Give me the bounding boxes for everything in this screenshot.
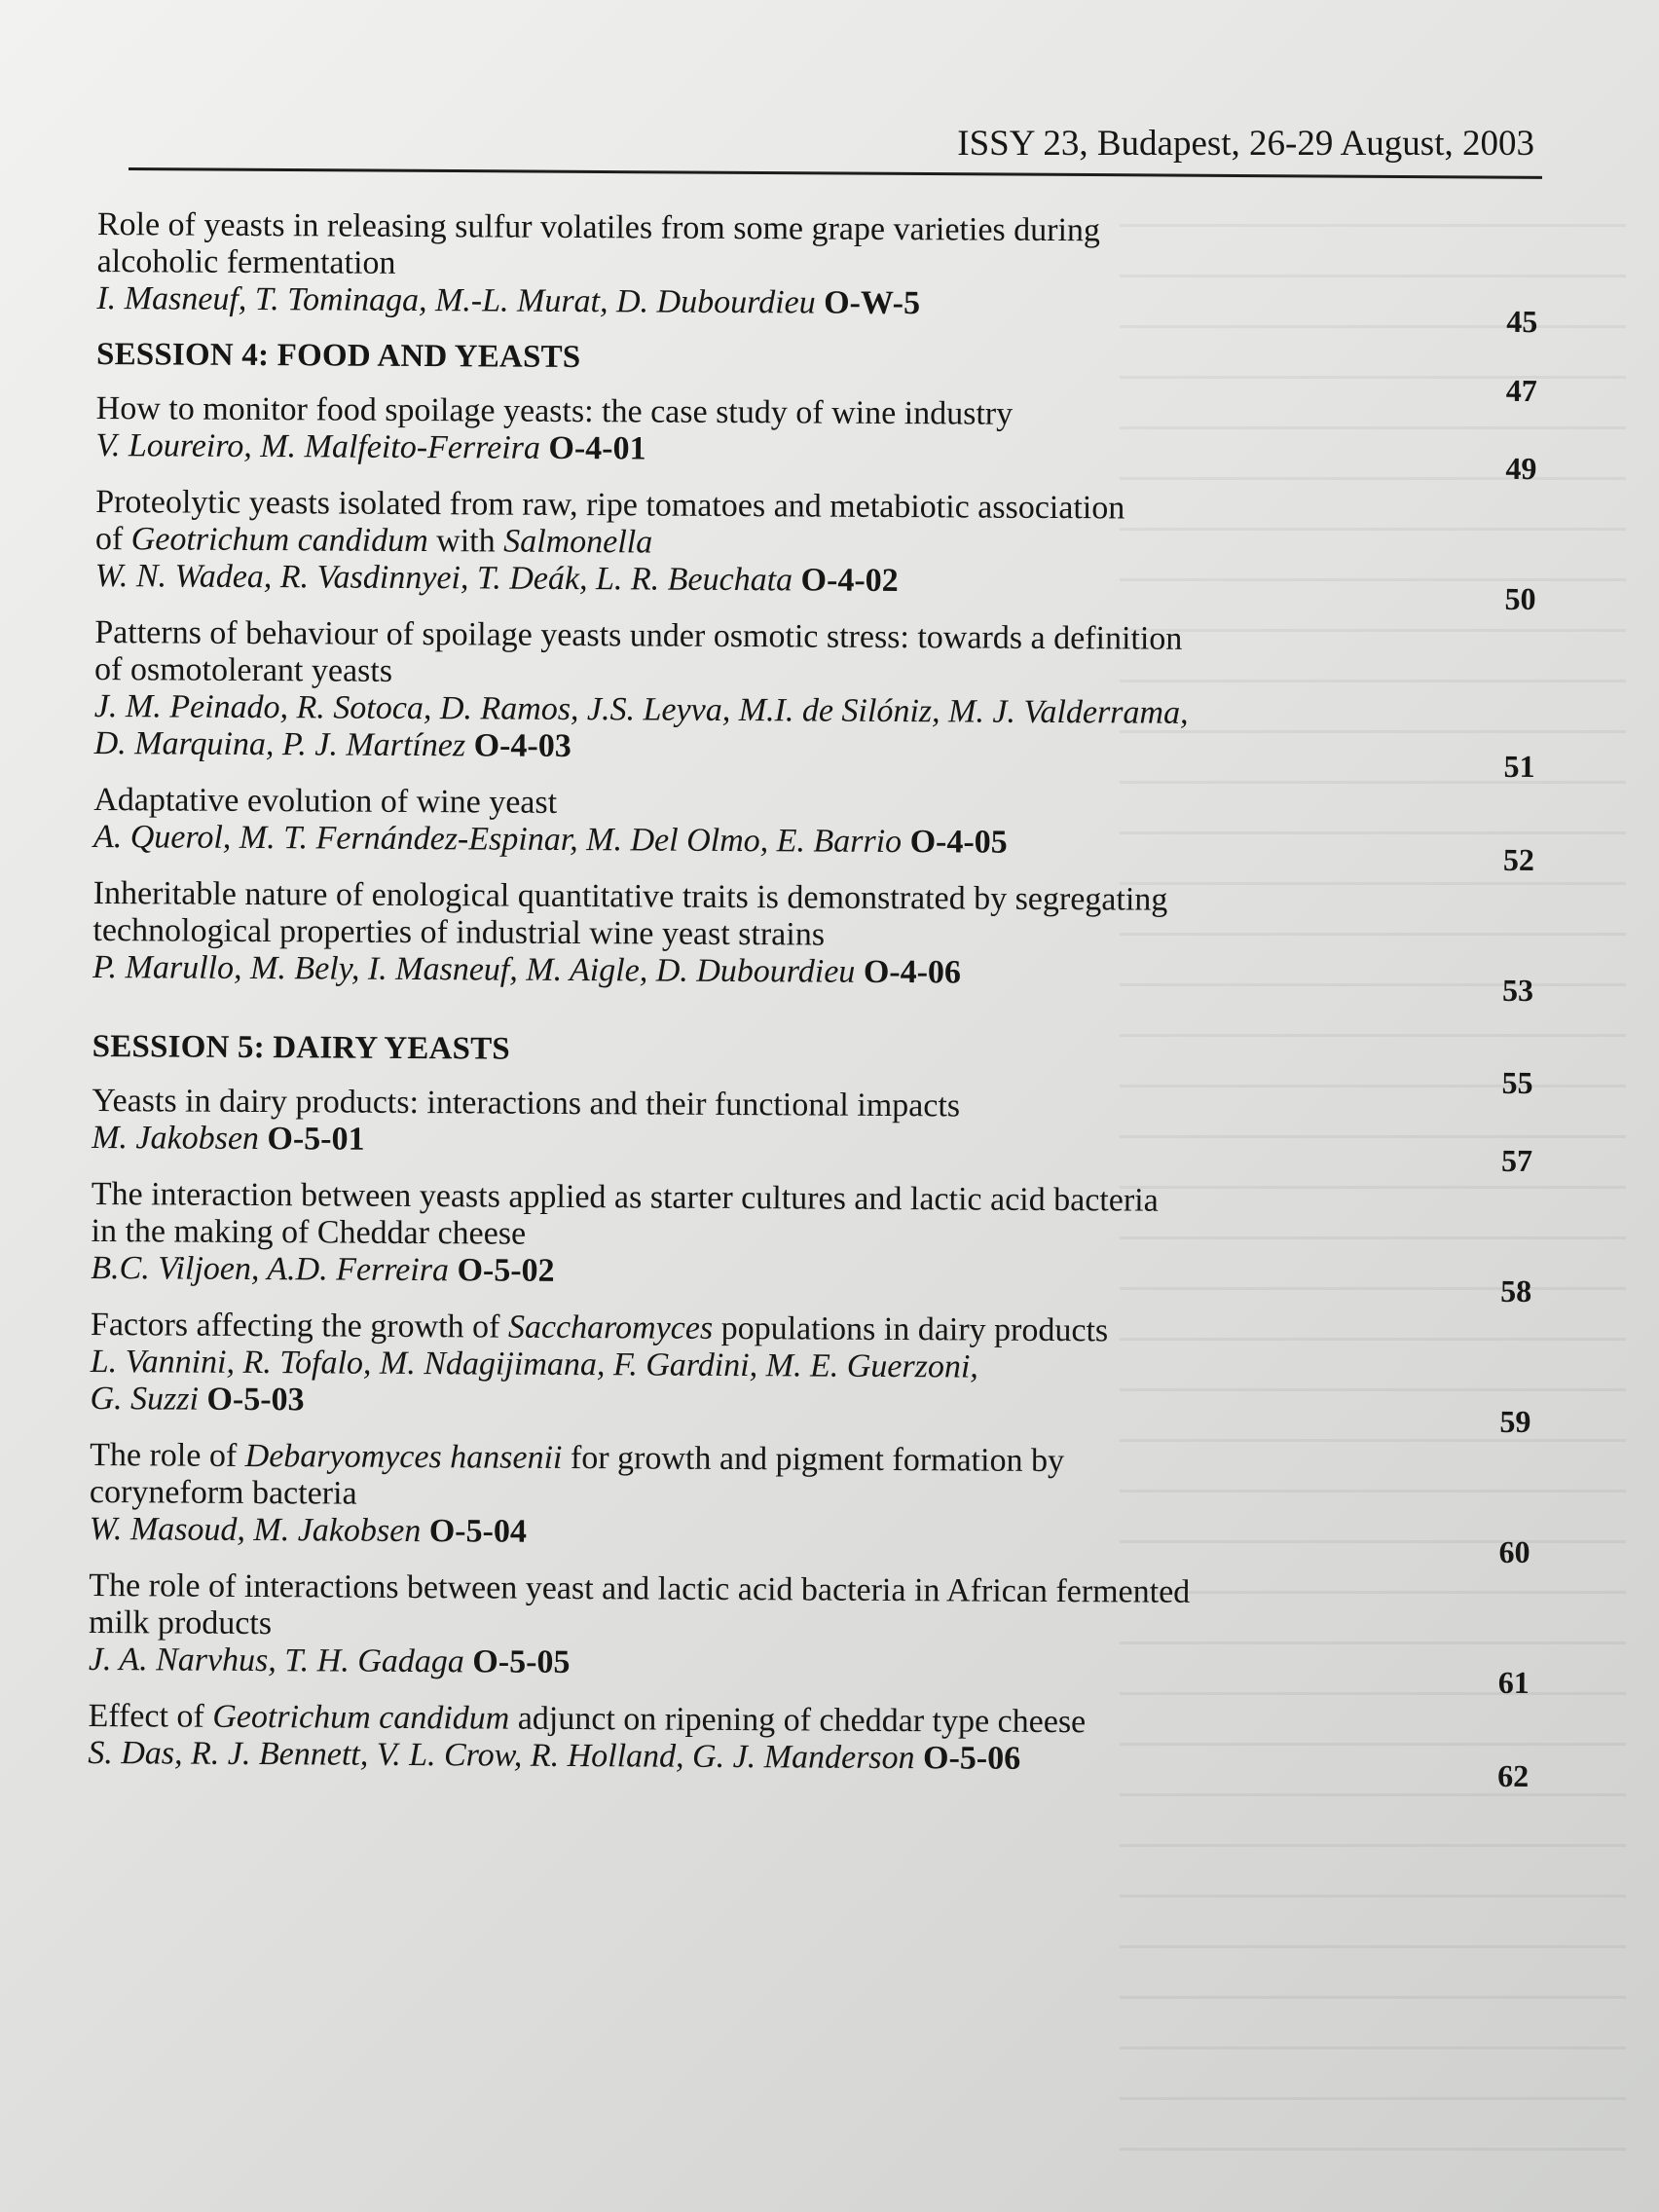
session-title: SESSION 4: FOOD AND YEASTS: [95, 336, 581, 376]
entry-authors: J. A. Narvhus, T. H. Gadaga O-5-05: [88, 1641, 571, 1680]
entry-code: O-W-5: [824, 284, 921, 322]
entry-authors: P. Marullo, M. Bely, I. Masneuf, M. Aigle, D. Dubourdieu O-4-06: [92, 948, 962, 991]
entry-authors: J. M. Peinado, R. Sotoca, D. Ramos, J.S. Leyva, M.I. de Silóniz, M. J. Valderrama, D. Marquina, P. J. Martínez O-4-03: [93, 687, 1189, 764]
entry-authors: V. Loureiro, M. Malfeito-Ferreira O-4-01: [95, 426, 646, 467]
entry-title: How to monitor food spoilage yeasts: the case study of wine industry: [95, 389, 1014, 432]
entry-page-number: 61: [1497, 1664, 1530, 1701]
entry-code: O-4-06: [863, 953, 962, 991]
entry-code: O-5-04: [428, 1513, 527, 1550]
entry-code: O-4-03: [473, 727, 571, 764]
table-of-contents: [88, 206, 1538, 1800]
entry-authors: W. Masoud, M. Jakobsen O-5-04: [89, 1510, 527, 1550]
toc-entry: [96, 206, 1538, 340]
entry-page-number: 57: [1500, 1142, 1533, 1179]
toc-entry: [94, 483, 1537, 617]
entry-title: Role of yeasts in releasing sulfur volatiles from some grape varieties during alcoholic fermentation: [96, 206, 1101, 281]
entry-code: O-5-02: [457, 1252, 555, 1289]
toc-entry: [88, 1567, 1530, 1701]
entry-code: O-4-05: [909, 824, 1008, 861]
entry-title: Yeasts in dairy products: interactions and their functional impacts: [92, 1082, 961, 1124]
entry-code: O-4-01: [548, 429, 646, 467]
toc-entry: [89, 1436, 1531, 1570]
entry-page-number: 49: [1505, 450, 1537, 487]
entry-title: Effect of Geotrichum candidum adjunct on ripening of cheddar type cheese: [88, 1697, 1087, 1741]
entry-page-number: 60: [1498, 1533, 1530, 1570]
entry-authors: B.C. Viljoen, A.D. Ferreira O-5-02: [91, 1249, 555, 1289]
entry-code: O-4-02: [800, 562, 899, 600]
entry-title: Proteolytic yeasts isolated from raw, ripe tomatoes and metabiotic association of Geotrichum candidum with Salmonella: [94, 483, 1125, 561]
toc-entry: [93, 613, 1536, 785]
entry-code: O-5-03: [206, 1381, 305, 1419]
header-rule: [129, 167, 1542, 179]
entry-code: O-5-05: [472, 1643, 571, 1680]
toc-entry: [88, 1697, 1530, 1794]
entry-authors: I. Masneuf, T. Tominaga, M.-L. Murat, D. Dubourdieu O-W-5: [96, 279, 921, 322]
entry-title: The interaction between yeasts applied as starter cultures and lactic acid bacteria in the making of Cheddar cheese: [91, 1175, 1159, 1252]
page-header: ISSY 23, Budapest, 26-29 August, 2003: [957, 124, 1534, 164]
entry-title: Adaptative evolution of wine yeast: [93, 781, 558, 821]
session-title: SESSION 5: DAIRY YEASTS: [92, 1028, 511, 1067]
entry-authors: L. Vannini, R. Tofalo, M. Ndagijimana, F. Gardini, M. E. Guerzoni, G. Suzzi O-5-03: [90, 1343, 978, 1419]
entry-page-number: 51: [1503, 748, 1535, 785]
session-page-number: 47: [1505, 372, 1537, 409]
entry-page-number: 53: [1502, 972, 1534, 1009]
entry-authors: S. Das, R. J. Bennett, V. L. Crow, R. Holland, G. J. Manderson O-5-06: [88, 1734, 1021, 1777]
entry-authors: M. Jakobsen O-5-01: [92, 1119, 365, 1158]
entry-authors: A. Querol, M. T. Fernández-Espinar, M. Del Olmo, E. Barrio O-4-05: [92, 818, 1008, 861]
toc-entry: [92, 874, 1534, 1009]
session-heading: [95, 336, 1537, 409]
session-page-number: 55: [1501, 1064, 1533, 1101]
session-heading: [92, 1028, 1533, 1101]
entry-page-number: 62: [1497, 1757, 1530, 1794]
entry-page-number: 45: [1506, 303, 1538, 340]
toc-entry: [90, 1306, 1531, 1440]
entry-page-number: 52: [1502, 841, 1535, 878]
entry-page-number: 59: [1499, 1403, 1531, 1440]
toc-entry: [92, 781, 1535, 878]
toc-entry: [91, 1175, 1532, 1309]
entry-title: Factors affecting the growth of Saccharomyces populations in dairy products: [90, 1306, 1109, 1349]
entry-title: Patterns of behaviour of spoilage yeasts under osmotic stress: towards a definition of osmotolerant yeasts: [93, 613, 1183, 689]
entry-code: O-5-01: [267, 1121, 365, 1158]
entry-title: Inheritable nature of enological quantitative traits is demonstrated by segregating technological properties of industrial wine yeast strains: [92, 874, 1168, 953]
entry-authors: W. N. Wadea, R. Vasdinnyei, T. Deák, L. R. Beuchata O-4-02: [94, 557, 899, 600]
entry-page-number: 58: [1500, 1272, 1532, 1309]
entry-page-number: 50: [1504, 580, 1536, 617]
entry-title: The role of Debaryomyces hansenii for growth and pigment formation by coryneform bacteria: [89, 1436, 1065, 1512]
entry-title: The role of interactions between yeast and lactic acid bacteria in African fermented milk products: [89, 1567, 1191, 1642]
entry-code: O-5-06: [922, 1740, 1021, 1777]
